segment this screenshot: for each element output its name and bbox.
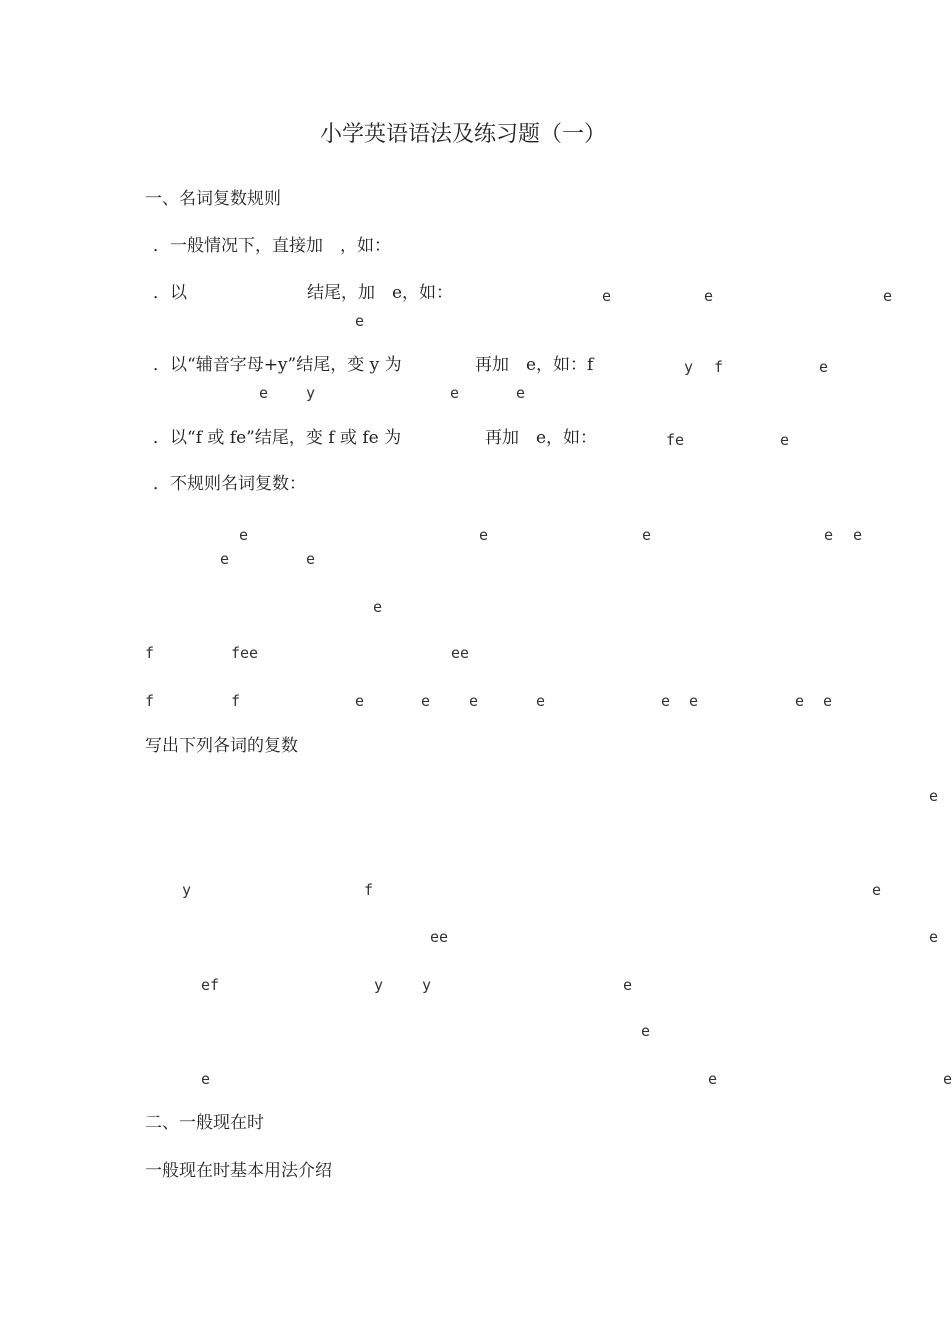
irregular-fragment: e	[239, 526, 249, 544]
rule-2-lead: ．以	[153, 283, 187, 303]
example-fragment: e	[883, 287, 893, 305]
exercise-fragment: e	[929, 787, 939, 805]
irregular-fragment: e	[795, 692, 805, 710]
irregular-fragment: e	[661, 692, 671, 710]
irregular-fragment: e	[853, 526, 863, 544]
rule-2-suffix: 结尾，加 e，如：	[307, 283, 454, 303]
section-heading: 一、名词复数规则	[145, 189, 281, 209]
exercise-fragment: f	[364, 881, 374, 899]
exercise-fragment: e	[201, 1070, 211, 1088]
rule-3-suffix: 再加 e，如：f	[475, 355, 594, 375]
irregular-fragment: e	[823, 692, 833, 710]
irregular-fragment: ee	[451, 644, 470, 662]
example-fragment: e	[819, 358, 829, 376]
example-fragment: e	[355, 312, 365, 330]
irregular-fragment: e	[824, 526, 834, 544]
exercise-fragment: y	[374, 976, 384, 994]
document-title: 小学英语语法及练习题（一）	[320, 122, 607, 147]
example-fragment: y	[306, 384, 316, 402]
example-fragment: y	[684, 358, 694, 376]
exercise-fragment: ef	[201, 976, 220, 994]
exercise-fragment: ee	[430, 928, 449, 946]
irregular-fragment: e	[689, 692, 699, 710]
rule-1: ．一般情况下，直接加 ，如：	[153, 236, 391, 256]
exercise-fragment: e	[943, 1070, 952, 1088]
example-fragment: e	[780, 431, 790, 449]
example-fragment: fe	[666, 431, 685, 449]
irregular-fragment: e	[469, 692, 479, 710]
rule-3-lead: ．以“辅音字母+y”结尾，变 y 为	[153, 355, 402, 375]
example-fragment: e	[259, 384, 269, 402]
rule-4-lead: ．以“f 或 fe”结尾，变 f 或 fe 为	[153, 428, 402, 448]
irregular-fragment: f	[145, 692, 155, 710]
example-fragment: e	[450, 384, 460, 402]
irregular-fragment: e	[421, 692, 431, 710]
irregular-fragment: e	[373, 598, 383, 616]
example-fragment: e	[704, 287, 714, 305]
irregular-fragment: e	[479, 526, 489, 544]
irregular-fragment: e	[306, 550, 316, 568]
section-subheading: 一般现在时基本用法介绍	[145, 1161, 332, 1181]
exercise-fragment: e	[623, 976, 633, 994]
exercise-fragment: e	[641, 1022, 651, 1040]
irregular-fragment: f	[231, 692, 241, 710]
irregular-fragment: e	[642, 526, 652, 544]
rule-5: ．不规则名词复数：	[153, 474, 306, 494]
irregular-fragment: e	[536, 692, 546, 710]
exercise-fragment: e	[929, 928, 939, 946]
exercise-heading: 写出下列各词的复数	[145, 736, 298, 756]
rule-4-suffix: 再加 e，如：	[485, 428, 598, 448]
irregular-fragment: e	[355, 692, 365, 710]
exercise-fragment: y	[182, 881, 192, 899]
exercise-fragment: y	[422, 976, 432, 994]
irregular-fragment: e	[220, 550, 230, 568]
irregular-fragment: fee	[231, 644, 259, 662]
section-heading: 二、一般现在时	[145, 1113, 264, 1133]
example-fragment: f	[714, 358, 724, 376]
exercise-fragment: e	[872, 881, 882, 899]
example-fragment: e	[516, 384, 526, 402]
irregular-fragment: f	[145, 644, 155, 662]
example-fragment: e	[602, 287, 612, 305]
exercise-fragment: e	[708, 1070, 718, 1088]
